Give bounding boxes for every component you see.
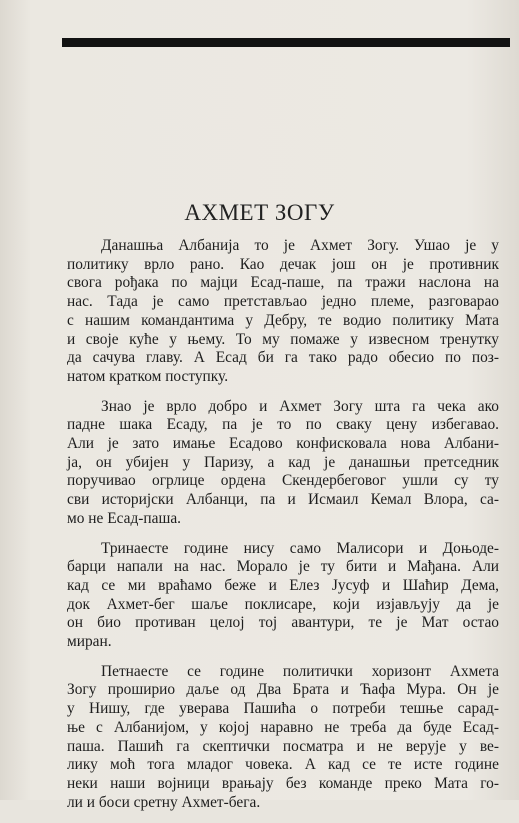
text-line: Зогу проширио даље од Два Брата и Ћафа Мура. Он је <box>67 681 499 699</box>
text-line: мо не Есад-паша. <box>67 509 182 527</box>
text-line: политику врло рано. Као дечак још он је противник <box>67 255 499 273</box>
paragraph-1 <box>67 237 499 387</box>
text-line: неки наши војници врањају без команде преко Мата го- <box>67 774 499 792</box>
text-line: Тринаесте године нису само Малисори и Доњоде- <box>101 539 499 557</box>
text-line: ње с Албанијом, у којој наравно не треба да буде Есад- <box>67 718 499 736</box>
text-line: да сачува главу. А Есад би га тако радо обесио по поз- <box>67 349 499 367</box>
text-line: поручивао огрлице ордена Скендербеговог ушли су ту <box>67 472 499 490</box>
text-line: лику моћ тога младог човека. А кад се те исте године <box>67 756 499 774</box>
text-line: Али је зато имање Есадово конфисковала нова Албани- <box>67 435 499 453</box>
paragraph-4 <box>67 663 499 813</box>
text-line: свога рођака по мајци Есад-паше, па тражи наслона на <box>67 274 499 292</box>
text-line: ли и боси сретну Ахмет-бега. <box>67 793 261 811</box>
text-line: нас. Тада је само претстављао једно племе, разговарао <box>67 293 499 311</box>
text-line: Знао је врло добро и Ахмет Зогу шта га чека ако <box>101 397 499 415</box>
body-text <box>67 237 499 823</box>
text-line: Данашња Албанија то је Ахмет Зогу. Ушао је у <box>101 237 499 254</box>
text-line: Петнаесте се године политички хоризонт Ахмета <box>101 662 499 680</box>
text-line: падне шака Есаду, па је то по сваку цену избегавао. <box>67 416 499 434</box>
text-line: и своје куће у њему. То му помаже у извесном тренутку <box>67 330 499 348</box>
text-line: миран. <box>67 633 112 651</box>
text-line: сви историјски Албанци, па и Исмаил Кемал Влора, са- <box>67 491 499 509</box>
text-line: у Нишу, где уверава Пашића о потреби тешње сарад- <box>67 700 499 718</box>
text-line: натом кратком поступку. <box>67 367 229 385</box>
text-line: барци напали на нас. Морало је ту бити и Мађана. Али <box>67 558 499 576</box>
paragraph-3 <box>67 540 499 652</box>
text-line: паша. Пашић га скептички посматра и не верује у ве- <box>67 737 499 755</box>
text-line: с нашим командантима у Дебру, те водио политику Мата <box>67 311 499 329</box>
text-line: ја, он убијен у Паризу, а кад је данашњи претседник <box>67 453 499 471</box>
text-line: кад се ми враћамо беже и Елез Јусуф и Шаћир Дема, <box>67 576 499 594</box>
text-line: док Ахмет-бег шаље поклисаре, који изјављују да је <box>67 595 499 613</box>
text-line: он био противан целој тој авантури, те је Мат остао <box>67 614 499 632</box>
paragraph-2 <box>67 398 499 529</box>
header-rule <box>62 38 510 47</box>
chapter-title: АХМЕТ ЗОГУ <box>184 200 335 225</box>
